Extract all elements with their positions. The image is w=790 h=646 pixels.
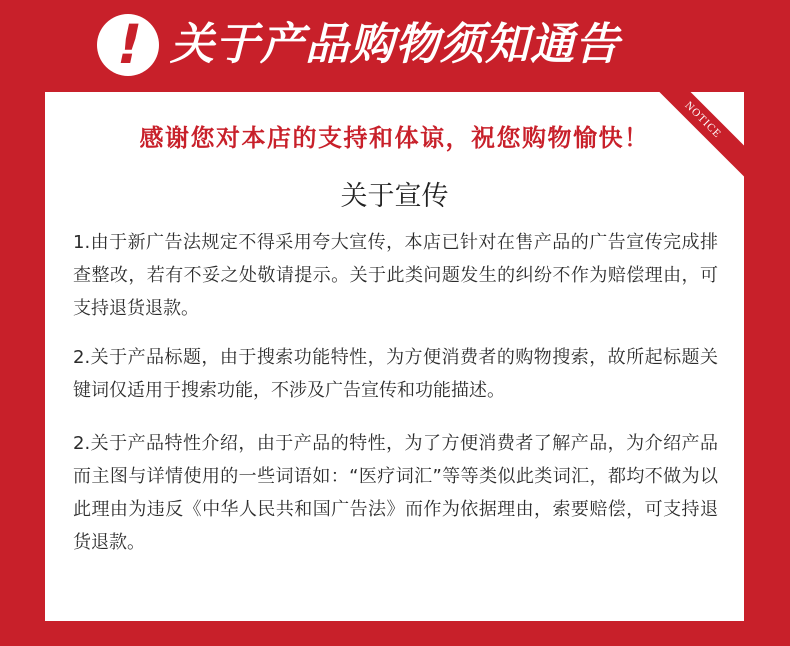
page-title: 关于产品购物须知通告	[170, 19, 620, 70]
header	[0, 0, 790, 92]
notice-paragraph-3: 2.关于产品特性介绍，由于产品的特性，为了方便消费者了解产品，为介绍产品而主图与详情使用的一些词语如：“医疗词汇”等等类似此类词汇，都均不做为以此理由为违反《中华人民共和国广告法》而作为依据理由，索要赔偿，可支持退货退款。	[73, 433, 718, 553]
exclamation-mark: !	[110, 13, 149, 76]
notice-paragraph-2: 2.关于产品标题，由于搜索功能特性，为方便消费者的购物搜索，故所起标题关键词仅适用于搜索功能，不涉及广告宣传和功能描述。	[73, 347, 718, 401]
notice-ribbon: NOTICE	[635, 92, 744, 188]
notice-card	[45, 92, 744, 621]
alert-icon	[97, 14, 159, 76]
notice-paragraph-1: 1.由于新广告法规定不得采用夸大宣传，本店已针对在售产品的广告宣传完成排查整改，若有不妥之处敬请提示。关于此类问题发生的纠纷不作为赔偿理由，可支持退货退款。	[73, 232, 718, 319]
thanks-message: 感谢您对本店的支持和体谅，祝您购物愉快！	[139, 124, 650, 152]
section-title: 关于宣传	[340, 181, 449, 212]
